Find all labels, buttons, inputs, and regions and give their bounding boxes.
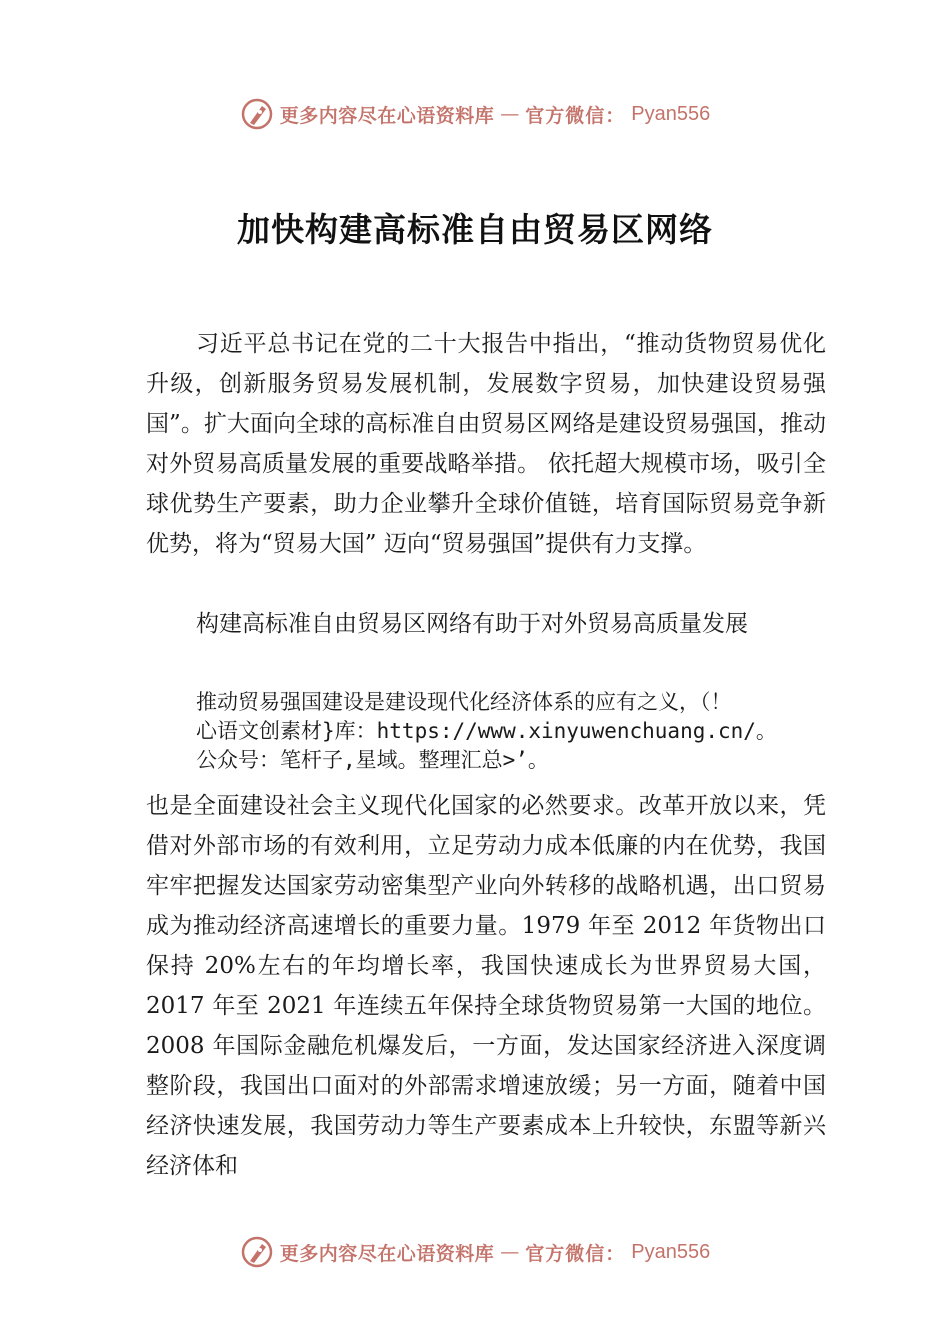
- note-line: 公众号：笔杆子,星域。整理汇总>’。: [196, 748, 549, 772]
- banner-text: 更多内容尽在心语资料库: [279, 104, 495, 127]
- banner-wechat-label: 官方微信：: [525, 1242, 626, 1265]
- banner-separator: —: [500, 103, 520, 125]
- pen-nib-logo-icon: [240, 97, 274, 131]
- section-heading: 构建高标准自由贸易区网络有助于对外贸易高质量发展: [196, 611, 748, 637]
- paragraph-body: 也是全面建设社会主义现代化国家的必然要求。改革开放以来，凭借对外部市场的有效利用，立足劳动力成本低廉的内在优势，我国牢牢把握发达国家劳动密集型产业向外转移的战略机遇，出口贸易成为推动经济高速增长的重要力量。1979 年至 2012 年货物出口保持 20%左右的年均增长率，我国快速成长为世界贸易大国，2017 年至 2021 年连续五年保持全球货物贸易第一大国的地位。2008 年国际金融危机爆发后，一方面，发达国家经济进入深度调整阶段，我国出口面对的外部需求增速放缓；另一方面，随着中国经济快速发展，我国劳动力等生产要素成本上升较快，东盟等新兴经济体和: [146, 793, 826, 1179]
- footer-banner: [0, 1232, 950, 1272]
- banner-wechat-id: Pyan556: [631, 102, 711, 125]
- note-line: 推动贸易强国建设是建设现代化经济体系的应有之义，（！: [196, 690, 732, 714]
- inserted-note: [196, 688, 846, 775]
- note-line: 心语文创素材}库：https://www.xinyuwenchuang.cn/。: [196, 719, 777, 743]
- banner-wechat-label: 官方微信：: [525, 104, 626, 127]
- paragraph-intro: 习近平总书记在党的二十大报告中指出，“推动货物贸易优化升级，创新服务贸易发展机制，发展数字贸易，加快建设贸易强国”。扩大面向全球的高标准自由贸易区网络是建设贸易强国，推动对外贸易高质量发展的重要战略举措。 依托超大规模市场，吸引全球优势生产要素，助力企业攀升全球价值链，培育国际贸易竞争新优势，将为“贸易大国” 迈向“贸易强国”提供有力支撑。: [146, 331, 826, 557]
- banner-wechat-id: Pyan556: [631, 1240, 711, 1263]
- banner-text: 更多内容尽在心语资料库: [279, 1242, 495, 1265]
- header-banner: [0, 94, 950, 134]
- page-title: 加快构建高标准自由贸易区网络: [237, 210, 713, 249]
- pen-nib-logo-icon: [240, 1235, 274, 1269]
- banner-separator: —: [500, 1241, 520, 1263]
